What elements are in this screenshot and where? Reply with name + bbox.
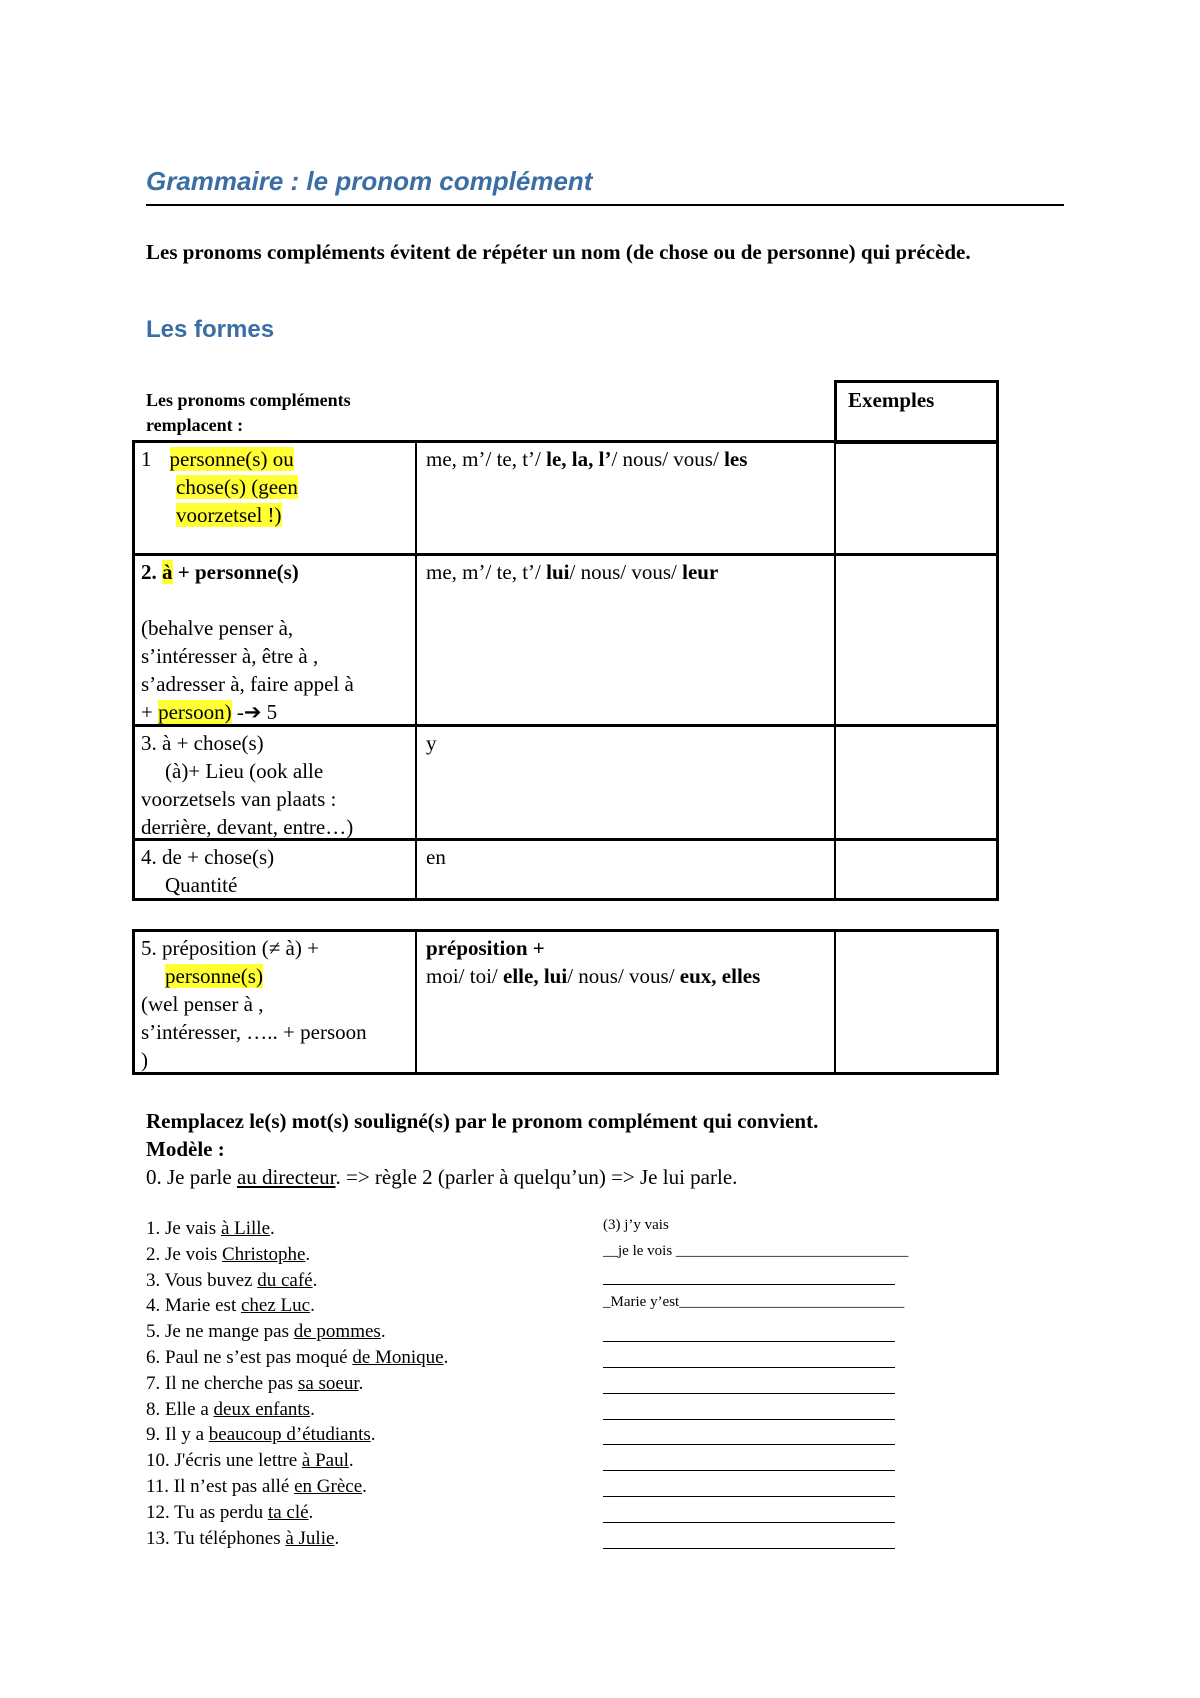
exercise-item — [146, 1448, 448, 1474]
row-2-b: + personne(s) — [172, 560, 299, 584]
exercise-item-text: 13. Tu téléphones — [146, 1527, 286, 1549]
exercise-item — [146, 1371, 448, 1397]
exercise-item — [146, 1345, 448, 1371]
answer-line — [603, 1341, 895, 1342]
exercise-item-text: . — [370, 1424, 376, 1446]
model-text: 0. Je parle — [146, 1165, 237, 1189]
model-underlined: au directeur — [236, 1165, 336, 1189]
exercise-list — [146, 1216, 448, 1551]
pronoun-text: moi/ toi/ — [426, 964, 504, 988]
answer-1: (3) j’y vais — [603, 1217, 669, 1233]
row-1-line-c: voorzetsel !) — [176, 503, 282, 527]
pronoun-text: / nous/ vous/ — [567, 964, 680, 988]
table-row-3-pronoun: y — [426, 731, 437, 755]
row-4-line-a: 4. de + chose(s) — [141, 845, 275, 869]
exercise-item-text: . — [358, 1372, 364, 1394]
exercise-instructions — [146, 1107, 1146, 1163]
exercise-item — [146, 1293, 448, 1319]
exercise-item-text: 2. Je vois — [146, 1243, 222, 1265]
exercise-item — [146, 1242, 448, 1268]
exercise-item-underlined: chez Luc — [240, 1295, 311, 1317]
exercise-item — [146, 1319, 448, 1345]
table-row-2-pronouns — [426, 558, 826, 586]
exercise-item-text: 6. Paul ne s’est pas moqué — [146, 1346, 353, 1368]
row-3-line-a: 3. à + chose(s) — [141, 731, 264, 755]
exercise-item-text: 5. Je ne mange pas — [146, 1321, 294, 1343]
exercise-item-underlined: sa soeur — [297, 1372, 359, 1394]
row-2-line-g: persoon) — [158, 700, 232, 724]
answer-line — [603, 1393, 895, 1394]
row-3-line-d: derrière, devant, entre…) — [141, 815, 354, 839]
exercise-item-underlined: en Grèce — [294, 1475, 363, 1497]
table-divider — [834, 440, 836, 901]
row-2-num: 2. — [141, 560, 162, 584]
answer-line — [603, 1284, 895, 1285]
exercise-item-underlined: à Lille — [220, 1218, 270, 1239]
exercise-item-text: 9. Il y a — [146, 1424, 209, 1446]
answer-line — [603, 1419, 895, 1420]
table-row-1-pronouns — [426, 445, 826, 473]
table-divider — [834, 929, 836, 1075]
pronoun-text-bold: lui — [546, 560, 570, 584]
pronoun-text: / nous/ vous/ — [611, 447, 725, 471]
answer-line — [603, 1470, 895, 1471]
row-5-line-e: ) — [141, 1048, 148, 1072]
pronoun-text-bold: le, la, l’ — [546, 447, 612, 471]
exercise-item-underlined: beaucoup d’étudiants — [208, 1424, 371, 1446]
exercise-item-text: 1. Je vais — [146, 1218, 221, 1239]
answer-2: __je le vois _______________________________ — [603, 1243, 909, 1259]
section-heading: Les formes — [146, 316, 275, 343]
exercise-item-text: 11. Il n’est pas allé — [146, 1475, 295, 1497]
row-2-a: à — [162, 560, 173, 584]
table-row-3-left — [141, 729, 411, 841]
pronoun-text: me, m’/ te, t’/ — [426, 447, 547, 471]
row-3-line-b: (à)+ Lieu (ook alle — [165, 759, 324, 783]
exercise-item-underlined: à Paul — [301, 1450, 349, 1472]
exercise-item-text: 3. Vous buvez — [146, 1269, 258, 1291]
table-row-5-left — [141, 934, 413, 1074]
table-header-right: Exemples — [848, 388, 935, 412]
exercise-item-text: 10. J'écris une lettre — [146, 1450, 302, 1472]
row-5-line-a: 5. préposition (≠ à) + — [141, 936, 319, 960]
exercise-item — [146, 1474, 448, 1500]
row-3-line-c: voorzetsels van plaats : — [141, 787, 337, 811]
pronoun-text: / nous/ vous/ — [569, 560, 683, 584]
row-2-line-c: (behalve penser à, — [141, 616, 294, 640]
table-row-4-pronoun: en — [426, 845, 446, 869]
answer-4: _Marie y’est______________________________ — [603, 1294, 905, 1310]
exercise-item-text: . — [362, 1475, 367, 1497]
answer-line — [603, 1548, 895, 1549]
answer-line — [603, 1444, 895, 1445]
exercise-item-text: . — [305, 1243, 311, 1265]
table-row-divider — [132, 553, 999, 556]
page-title: Grammaire : le pronom complément — [146, 166, 1064, 206]
row-2-line-e: s’adresser à, faire appel à — [141, 672, 354, 696]
exercise-item-text: . — [308, 1501, 314, 1523]
answer-line — [603, 1496, 895, 1497]
table-row-2-left — [141, 558, 411, 726]
row-2-line-d: s’intéresser à, être à , — [141, 644, 319, 668]
answer-line — [603, 1522, 895, 1523]
pronoun-text-bold: leur — [682, 560, 719, 584]
exercise-item-text: 12. Tu as perdu — [146, 1501, 268, 1523]
exercise-item-text: . — [334, 1527, 340, 1549]
row-4-line-b: Quantité — [165, 873, 238, 897]
row-1-line-a: personne(s) ou — [169, 447, 294, 471]
exercise-item-text: . — [310, 1295, 315, 1317]
row-2-line-f: + — [141, 700, 159, 724]
exercise-item-text: . — [380, 1321, 386, 1343]
table-row-5-pronouns — [426, 934, 826, 990]
intro-paragraph: Les pronoms compléments évitent de répéter un nom (de chose ou de personne) qui précède. — [146, 240, 971, 264]
row-1-num: 1 — [141, 447, 152, 471]
exercise-item — [146, 1268, 448, 1294]
exercise-item — [146, 1216, 448, 1242]
exercise-item-text: 8. Elle a — [146, 1398, 214, 1420]
exercise-item-underlined: Christophe — [222, 1243, 306, 1265]
row-1-line-b: chose(s) (geen — [176, 475, 298, 499]
exercise-item — [146, 1397, 448, 1423]
exercise-item — [146, 1422, 448, 1448]
model-example — [146, 1163, 737, 1191]
exercise-item-underlined: ta clé — [267, 1501, 309, 1523]
table-row-1-left — [141, 445, 411, 529]
answer-line — [603, 1367, 895, 1368]
exercise-item-text: . — [312, 1269, 318, 1291]
exercise-item-underlined: de pommes — [293, 1321, 381, 1343]
exercise-item-text: . — [443, 1346, 449, 1368]
exercise-item-text: 4. Marie est — [146, 1295, 241, 1317]
table-divider — [415, 929, 417, 1075]
exercise-item-text: . — [310, 1398, 315, 1420]
model-text: . => règle 2 (parler à quelqu’un) => Je lui parle. — [335, 1165, 738, 1189]
model-label: Modèle : — [146, 1137, 225, 1161]
table-divider — [415, 440, 417, 901]
pronoun-text-bold: eux, elles — [679, 964, 761, 988]
pronoun-text: me, m’/ te, t’/ — [426, 560, 547, 584]
table-header-left: Les pronoms compléments remplacent : — [146, 390, 351, 435]
row-5-line-b: personne(s) — [165, 964, 263, 988]
exercise-title: Remplacez le(s) mot(s) souligné(s) par le pronom complément qui convient. — [146, 1109, 819, 1133]
exercise-item-underlined: de Monique — [352, 1346, 444, 1368]
row-5-line-d: s’intéresser, ….. + persoon — [141, 1020, 367, 1044]
exercise-item — [146, 1526, 448, 1552]
exercise-item-underlined: du café — [257, 1269, 313, 1291]
pronoun-text-bold: elle, lui — [503, 964, 568, 988]
row-5-prep: préposition + — [426, 936, 545, 960]
pronoun-text-bold: les — [724, 447, 748, 471]
row-2-line-h: -➔ 5 — [231, 700, 278, 724]
table-row-4-left — [141, 843, 411, 899]
exercise-item-text: 7. Il ne cherche pas — [146, 1372, 298, 1394]
row-5-line-c: (wel penser à , — [141, 992, 264, 1016]
exercise-item-text: . — [348, 1450, 354, 1472]
exercise-item-underlined: deux enfants — [213, 1398, 311, 1420]
exercise-item — [146, 1500, 448, 1526]
exercise-item-text: . — [270, 1218, 275, 1239]
exercise-item-underlined: à Julie — [285, 1527, 335, 1549]
